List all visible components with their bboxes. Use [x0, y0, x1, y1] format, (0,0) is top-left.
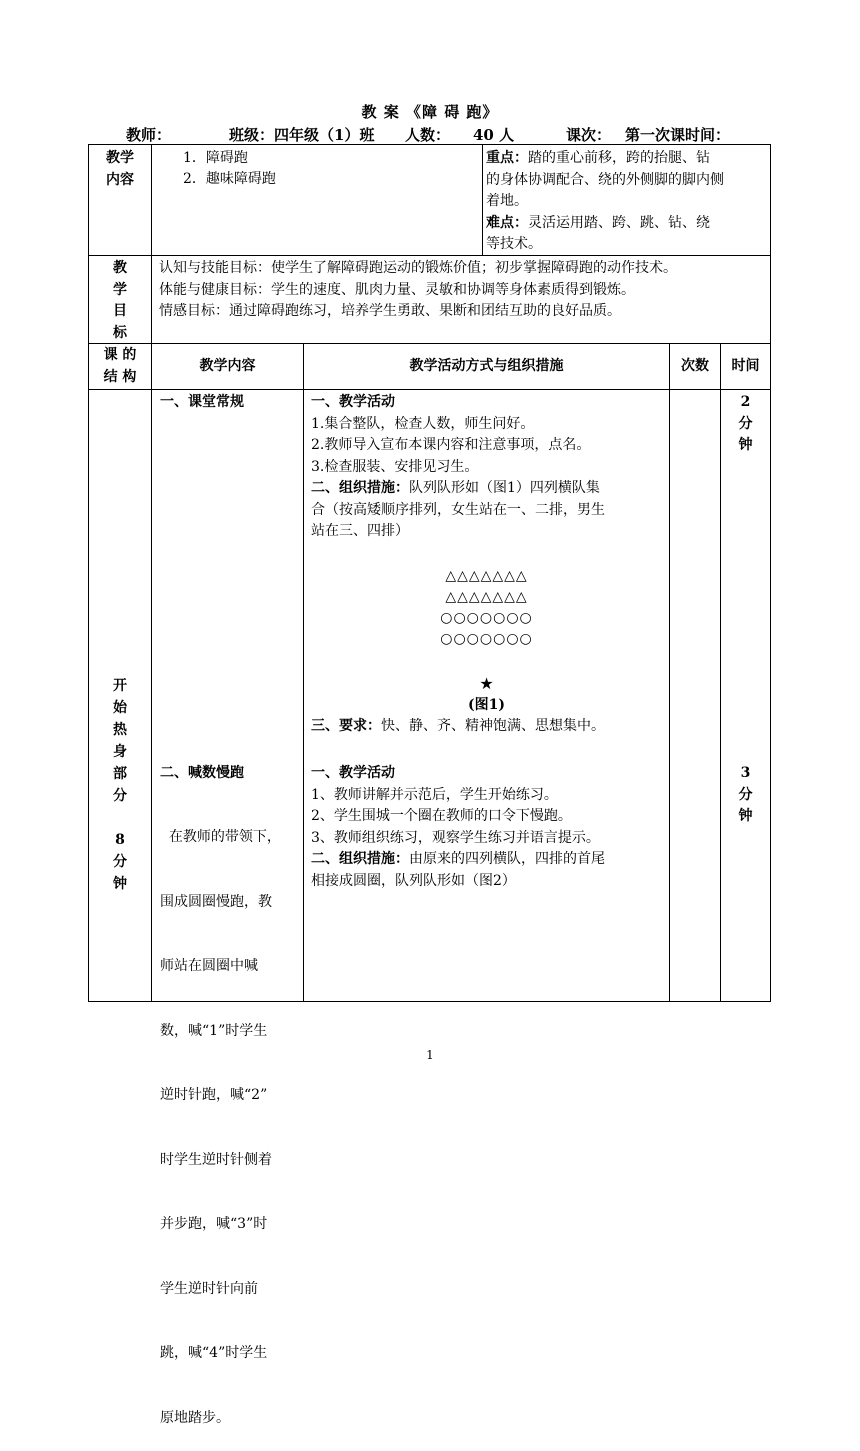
- activity-step: 2.教师导入宣布本课内容和注意事项，点名。: [311, 437, 591, 453]
- formation-row: △△△△△△△: [445, 589, 528, 605]
- goals-row-label: 教 学 目 标: [113, 260, 127, 341]
- content-item: 1．障碍跑: [183, 150, 248, 166]
- formation-row: △△△△△△△: [445, 568, 528, 584]
- part1-duration: 2 分 钟: [738, 394, 753, 453]
- structure-header: 课 的 结 构: [103, 347, 137, 385]
- rule: [482, 144, 483, 256]
- activity-step: 1、教师讲解并示范后，学生开始练习。: [311, 786, 558, 803]
- difficulty-label: 难点：: [486, 214, 528, 231]
- part2-duration: 3 分 钟: [738, 765, 753, 824]
- count-value: 40 人: [473, 126, 515, 144]
- teacher-star-icon: ★: [479, 674, 494, 693]
- document-title: 教 案 《障 碍 跑》: [361, 103, 499, 121]
- content-header: 教学内容: [199, 358, 256, 374]
- goal-line: 情感目标：通过障碍跑练习，培养学生勇敢、果断和团结互助的良好品质。: [159, 303, 621, 319]
- times-header: 次数: [681, 358, 709, 374]
- part2-description: 在教师的带领下， 围成圆圈慢跑，教 师站在圆圈中喊 数，喊“1”时学生 逆时针跑，喊“2” 时学生逆时针侧着 并步跑，喊“3”时 学生逆时针向前 跳，喊“4”时学生 原地踏步。: [160, 829, 281, 1426]
- figure1-caption: (图1): [468, 697, 505, 713]
- key-points: 重点：踏的重心前移，跨的抬腿、钻 的身体协调配合、绕的外侧脚的脚内侧 着地。 难点：灵活运用踏、跨、跳、钻、绕 等技术。: [486, 150, 724, 252]
- rule: [669, 343, 670, 1002]
- activity-step: 1.集合整队，检查人数，师生问好。: [311, 415, 535, 432]
- part2-title: 二、喊数慢跑: [160, 765, 244, 781]
- activity-step: 2、学生围城一个圈在教师的口令下慢跑。: [311, 808, 572, 824]
- activity-step: 3、教师组织练习，观察学生练习并语言提示。: [311, 829, 600, 846]
- part2-activities: 一、教学活动 1、教师讲解并示范后，学生开始练习。 2、学生围城一个圈在教师的口令下慢跑。 3、教师组织练习，观察学生练习并语言提示。 二、组织措施：由原来的四列横队，四排的首尾 相接成圆圈，队列队形如（图2）: [311, 765, 605, 889]
- lesson-label: 课次：: [566, 126, 612, 144]
- teacher-label: 教师：: [126, 126, 172, 144]
- part1-title: 一、课堂常规: [160, 394, 244, 410]
- formation-figure-1: [304, 566, 669, 650]
- lesson-info-line: [0, 124, 860, 144]
- rule: [770, 144, 771, 1002]
- rule: [151, 144, 152, 1002]
- formation-row: ○○○○○○○: [440, 631, 533, 647]
- content-row-label: 教学 内容: [106, 150, 134, 188]
- section-label: 开 始 热 身 部 分 8 分 钟: [113, 678, 127, 892]
- goals-list: [159, 258, 677, 323]
- goal-line: 认知与技能目标：使学生了解障碍跑运动的锻炼价值；初步掌握障碍跑的动作技术。: [159, 260, 677, 276]
- content-item: 2．趣味障碍跑: [183, 171, 276, 187]
- part1-requirements: 三、要求：快、静、齐、精神饱满、思想集中。: [311, 718, 605, 734]
- formation-row: ○○○○○○○: [440, 610, 533, 626]
- count-label: 人数：: [405, 126, 451, 144]
- page-number: 1: [426, 1048, 434, 1062]
- part1-activities: 一、教学活动 1.集合整队，检查人数，师生问好。 2.教师导入宣布本课内容和注意事项，点名。 3.检查服装、安排见习生。 二、组织措施：队列队形如（图1）四列横队集 合（按高矮顺序排列，女生站在一、二排，男生 站在三、四排）: [311, 394, 605, 539]
- activities-header: 教学活动方式与组织措施: [409, 358, 564, 374]
- rule: [88, 144, 771, 145]
- goal-line: 体能与健康目标：学生的速度、肌肉力量、灵敏和协调等身体素质得到锻炼。: [159, 281, 635, 298]
- duration-header: 时间: [731, 358, 760, 374]
- class-label: 班级：四年级（1）班: [229, 126, 375, 144]
- lesson-value: 第一次课时间：: [625, 126, 731, 144]
- key-label: 重点：: [486, 150, 528, 166]
- activity-step: 3.检查服装、安排见习生。: [311, 458, 479, 475]
